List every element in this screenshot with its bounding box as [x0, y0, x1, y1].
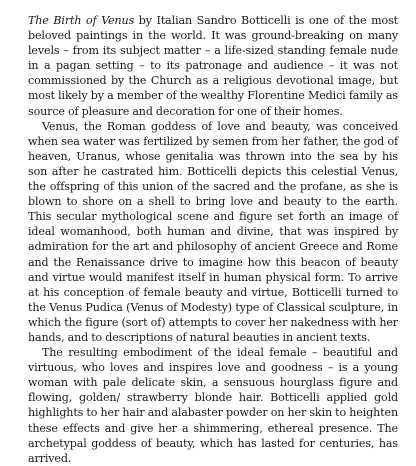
article-body	[28, 13, 398, 466]
artwork-title: The Birth of Venus	[28, 14, 135, 27]
paragraph-1-text: by Italian Sandro Botticelli is one of the most beloved paintings in the world. It was ground-breaking on many levels – from its subject matter – a life-sized standing female nude in a pagan setting – to its patronage and audience – it was not commissioned by the Church as a religious devotional image, but most likely by a member of the wealthy Florentine Medici family as source of pleasure and decoration for one of their homes.	[28, 14, 398, 118]
paragraph-1	[28, 13, 398, 119]
paragraph-2: Venus, the Roman goddess of love and beauty, was conceived when sea water was fertilized by semen from her father, the god of heaven, Uranus, whose genitalia was thrown into the sea by his son after he castrated him. Botticelli depicts this celestial Venus, the offspring of this union of the sacred and the profane, as she is blown to shore on a shell to bring love and beauty to the earth. This secular mythological scene and figure set forth an image of ideal womanhood, both human and divine, that was inspired by admiration for the art and philosophy of ancient Greece and Rome and the Renaissance drive to imagine how this beacon of beauty and virtue would manifest itself in human physical form. To arrive at his conception of female beauty and virtue, Botticelli turned to the Venus Pudica (Venus of Modesty) type of Classical sculpture, in which the figure (sort of) attempts to cover her nakedness with her hands, and to descriptions of natural beauties in ancient texts.	[28, 119, 398, 344]
paragraph-3: The resulting embodiment of the ideal female – beautiful and virtuous, who loves and inspires love and goodness – is a young woman with pale delicate skin, a sensuous hourglass figure and flowing, golden/ strawberry blonde hair. Botticelli applied gold highlights to her hair and alabaster powder on her skin to heighten these effects and give her a shimmering, ethereal presence. The archetypal goddess of beauty, which has lasted for centuries, has arrived.	[28, 346, 398, 465]
